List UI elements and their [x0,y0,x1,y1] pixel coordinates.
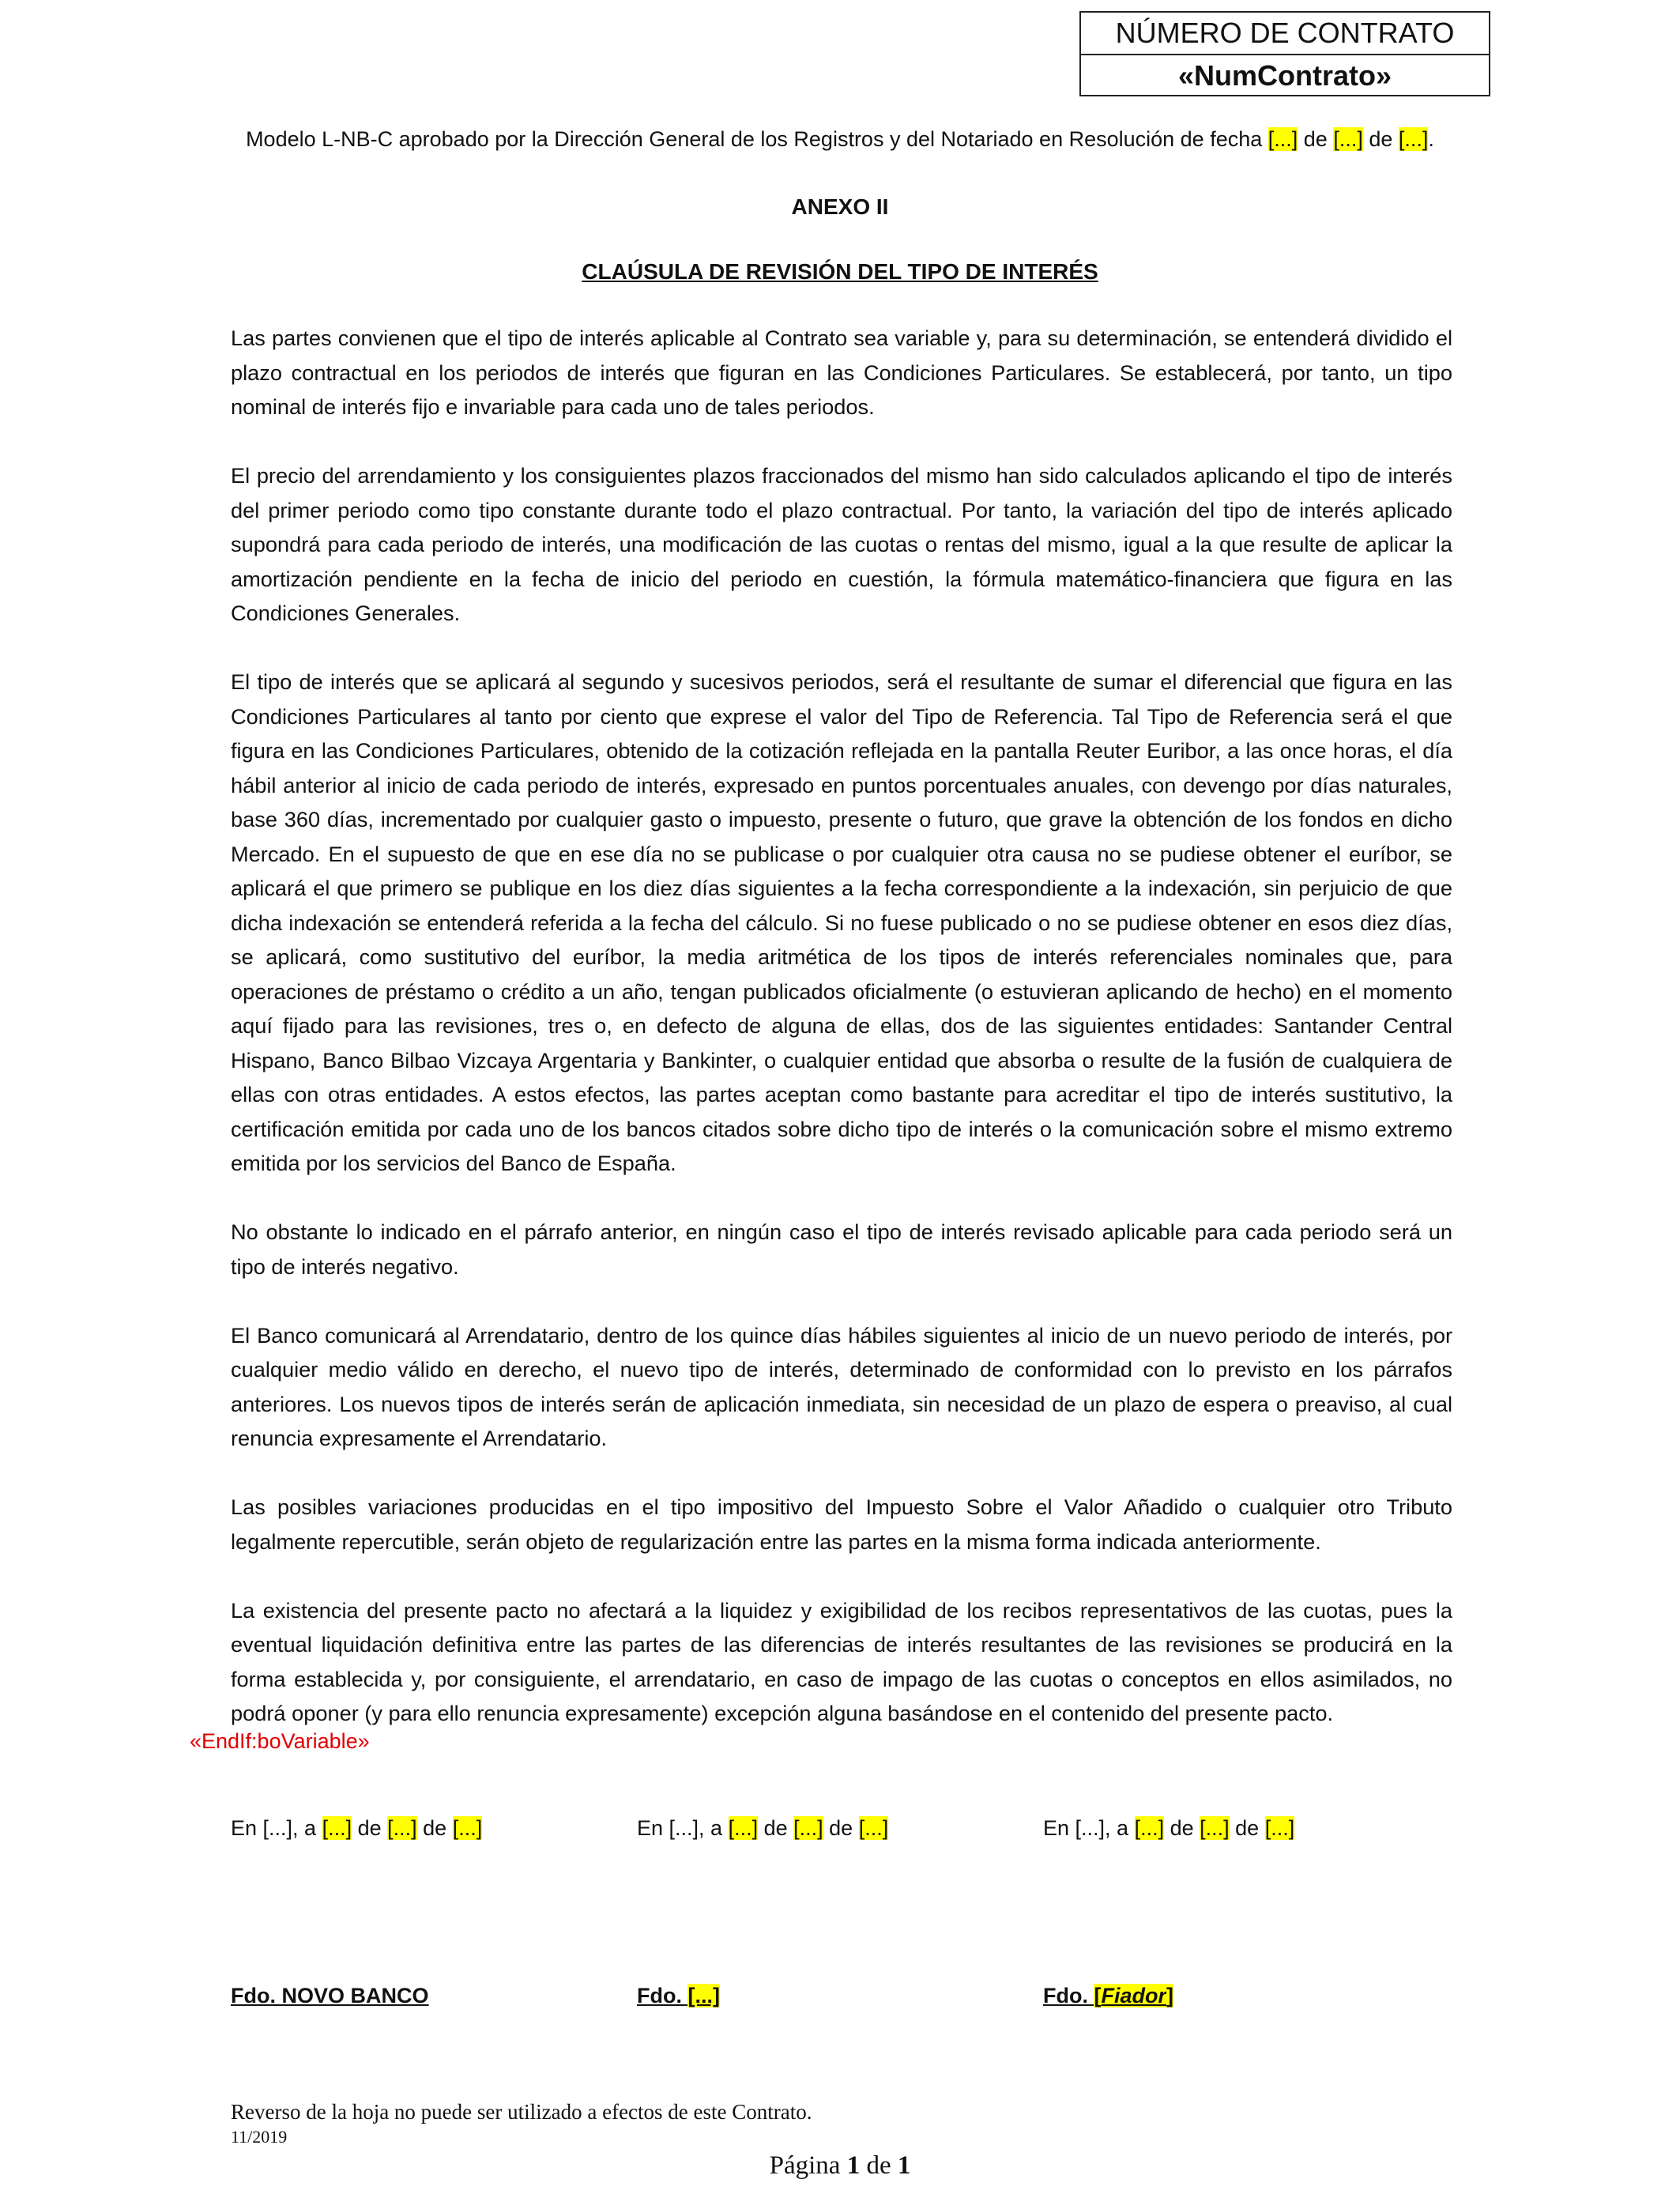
signature-date-month: [...] [1200,1816,1230,1840]
signature-date-de: de [352,1816,388,1840]
signature-date-year: [...] [858,1816,889,1840]
model-date-day: [...] [1268,127,1298,151]
signature-date-de: de [1164,1816,1200,1840]
contract-number-box [1079,11,1490,96]
page-of: de [860,2151,898,2180]
clause-title: CLAÚSULA DE REVISIÓN DEL TIPO DE INTERÉS [582,259,1098,284]
model-approval-line [0,120,1680,158]
signature-bank: Fdo. NOVO BANCO [231,1984,429,2007]
signature-guarantor-bracket: ] [1166,1984,1173,2007]
signature-date-de: de [758,1816,794,1840]
model-date-month: [...] [1333,127,1363,151]
signature-date-de: de [823,1816,859,1840]
contract-number-label: NÚMERO DE CONTRATO [1081,13,1489,55]
paragraph: El tipo de interés que se aplicará al segundo y sucesivos periodos, será el resultante de sumar el diferencial que figura en las Condiciones Particulares al tanto por ciento que exprese el valor del Tipo de Referencia. Tal Tipo de Referencia será el que figura en las Condiciones Particulares, obtenido de la cotización reflejada en la pantalla Reuter Euribor, a las once horas, el día hábil anterior al inicio de cada periodo de interés, expresado en puntos porcentuales anuales, con devengo por días naturales, base 360 días, incrementado por cualquier gasto o impuesto, presente o futuro, que grave la obtención de los fondos en dicho Mercado. En el supuesto de que en ese día no se publicase o por cualquier otra causa no se pudiese obtener el euríbor, se aplicará el que primero se publique en los diez días siguientes a la fecha correspondiente a la indexación, sin perjuicio de que dicha indexación se entenderá referida a la fecha del cálculo. Si no fuese publicado o no se pudiese obtener en esos diez días, se aplicará, como sustitutivo del euríbor, la media aritmética de los tipos de interés referenciales nominales que, para operaciones de préstamo o crédito a un año, tengan publicados oficialmente (o estuvieran aplicando de hecho) en el momento aquí fijado para las revisiones, tres o, en defecto de alguna de ellas, dos de las siguientes entidades: Santander Central Hispano, Banco Bilbao Vizcaya Argentaria y Bankinter, o cualquier entidad que absorba o resulte de la fusión de cualquiera de ellas con otras entidades. A estos efectos, las partes aceptan como bastante para acreditar el tipo de interés sustitutivo, la certificación emitida por cada uno de los bancos citados sobre dicho tipo de interés o la comunicación sobre el mismo extremo emitida por los servicios del Banco de España. [231,669,1452,1175]
signature-client-prefix: Fdo. [637,1984,688,2007]
signature-guarantor-bracket: [ [1094,1984,1102,2007]
signature-date-year: [...] [1264,1816,1295,1840]
signature-client [637,1979,720,2013]
signature-date-prefix: En [...], a [231,1816,322,1840]
paragraph: Las partes convienen que el tipo de interés aplicable al Contrato sea variable y, para su determinación, se entenderá dividido el plazo contractual en los periodos de interés que figuran en las Condiciones Particulares. Se establecerá, por tanto, un tipo nominal de interés fijo e invariable para cada uno de tales periodos. [231,326,1452,419]
contract-number-value: «NumContrato» [1177,59,1392,92]
page-total: 1 [897,2151,911,2180]
paragraph: El Banco comunicará al Arrendatario, dentro de los quince días hábiles siguientes al inicio de un nuevo periodo de interés, por cualquier medio válido en derecho, el nuevo tipo de interés, determinado de conformidad con lo previsto en los párrafos anteriores. Los nuevos tipos de interés serán de aplicación inmediata, sin necesidad de un plazo de espera o preaviso, al cual renuncia expresamente el Arrendatario. [231,1322,1452,1450]
model-line-de: de [1298,127,1334,151]
paragraph: No obstante lo indicado en el párrafo anterior, en ningún caso el tipo de interés revisado aplicable para cada periodo será un tipo de interés negativo. [231,1220,1452,1279]
signature-date-prefix: En [...], a [637,1816,729,1840]
signature-date-month: [...] [793,1816,823,1840]
signature-guarantor-placeholder: Fiador [1101,1984,1166,2007]
signature-date-de: de [1229,1816,1265,1840]
page-current: 1 [846,2151,861,2180]
paragraph: La existencia del presente pacto no afectará a la liquidez y exigibilidad de los recibos representativos de las cuotas, pues la eventual liquidación definitiva entre las partes de las diferencias de interés resultantes de las revisiones se producirá en la forma establecida y, por consiguiente, el arrendatario, en caso de impago de las cuotas o conceptos en ellos asimilados, no podrá oponer (y para ello renuncia expresamente) excepción alguna basándose en el contenido del presente pacto. [231,1597,1452,1725]
model-line-end: . [1428,127,1434,151]
footer-note: Reverso de la hoja no puede ser utilizado a efectos de este Contrato. [231,2100,812,2124]
signature-date-de: de [416,1816,453,1840]
footer-date: 11/2019 [231,2127,288,2147]
endif-merge-field: «EndIf:boVariable» [190,1729,370,1753]
signature-date-line [231,1811,482,1845]
clause-body [231,321,1452,1765]
signature-date-month: [...] [387,1816,417,1840]
model-line-de: de [1362,127,1399,151]
annex-title: ANEXO II [791,194,889,219]
model-date-year: [...] [1398,127,1429,151]
signature-guarantor-prefix: Fdo. [1043,1984,1094,2007]
paragraph: El precio del arrendamiento y los consiguientes plazos fraccionados del mismo han sido calculados aplicando el tipo de interés del primer periodo como tipo constante durante todo el plazo contractual. Por tanto, la variación del tipo de interés aplicado supondrá para cada periodo de interés, una modificación de las cuotas o rentas del mismo, igual a la que resulte de aplicar la amortización pendiente en la fecha de inicio del periodo en cuestión, la fórmula matemático-financiera que figura en las Condiciones Generales. [231,463,1452,625]
signature-guarantor [1043,1979,1173,2013]
signature-date-line [637,1811,888,1845]
paragraph: Las posibles variaciones producidas en el tipo impositivo del Impuesto Sobre el Valor Añadido o cualquier otro Tributo legalmente repercutible, serán objeto de regularización entre las partes en la misma forma indicada anteriormente. [231,1495,1452,1554]
signature-date-day: [...] [728,1816,759,1840]
page-number [0,2148,1680,2183]
model-line-prefix: Modelo L-NB-C aprobado por la Dirección General de los Registros y del Notariado en Resolución de fecha [246,127,1268,151]
signature-date-year: [...] [452,1816,483,1840]
page-label: Página [769,2151,847,2180]
signature-date-day: [...] [322,1816,352,1840]
signature-date-day: [...] [1134,1816,1165,1840]
signature-date-prefix: En [...], a [1043,1816,1135,1840]
signature-client-placeholder: [...] [687,1984,720,2007]
signature-date-line [1043,1811,1294,1845]
